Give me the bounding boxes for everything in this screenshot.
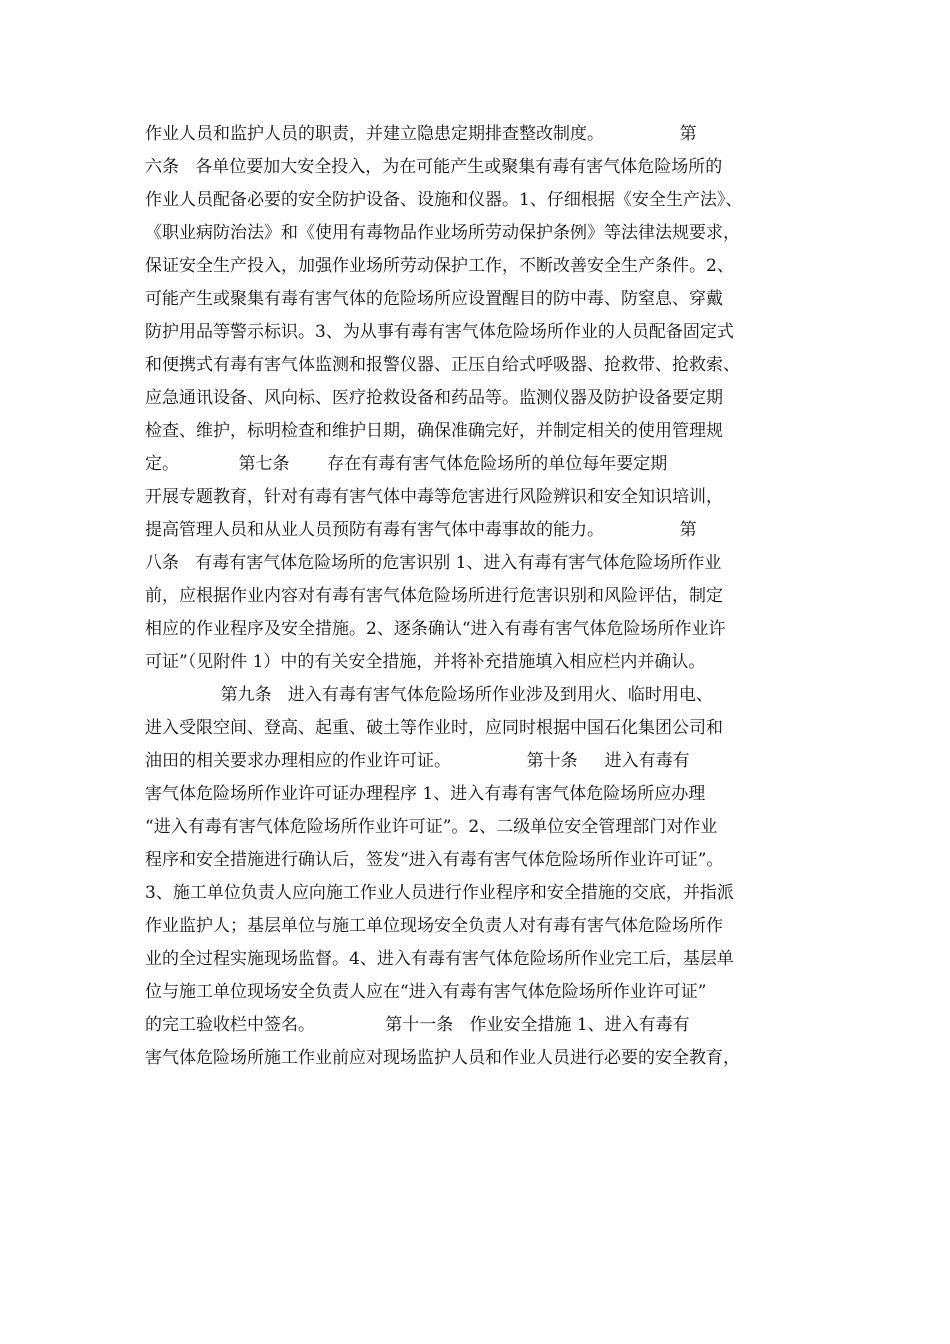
- text-line: 第九条 进入有毒有害气体危险场所作业涉及到用火、临时用电、: [145, 685, 713, 705]
- text-line: 检查、维护，标明检查和维护日期，确保准确完好，并制定相关的使用管理规: [145, 421, 723, 441]
- text-line: 和便携式有毒有害气体监测和报警仪器、正压自给式呼吸器、抢救带、抢救索、: [145, 355, 740, 375]
- text-line: 害气体危险场所施工作业前应对现场监护人员和作业人员进行必要的安全教育，: [145, 1048, 740, 1068]
- text-line: 程序和安全措施进行确认后，签发“进入有毒有害气体危险场所作业许可证”。: [145, 850, 724, 870]
- text-line: 定。 第七条 存在有毒有害气体危险场所的单位每年要定期: [145, 454, 668, 474]
- text-line: 作业人员配备必要的安全防护设备、设施和仪器。1、仔细根据《安全生产法》、: [145, 190, 743, 210]
- text-line: 前，应根据作业内容对有毒有害气体危险场所进行危害识别和风险评估，制定: [145, 586, 723, 606]
- text-line: 作业人员和监护人员的职责，并建立隐患定期排查整改制度。 第: [145, 124, 697, 144]
- text-line: 防护用品等警示标识。3、为从事有毒有害气体危险场所作业的人员配备固定式: [145, 322, 734, 342]
- text-line: 害气体危险场所作业许可证办理程序 1、进入有毒有害气体危险场所应办理: [145, 784, 706, 804]
- text-line: 油田的相关要求办理相应的作业许可证。 第十条 进入有毒有: [145, 751, 690, 771]
- text-line: 位与施工单位现场安全负责人应在“进入有毒有害气体危险场所作业许可证”: [145, 982, 707, 1002]
- text-line: 开展专题教育，针对有毒有害气体中毒等危害进行风险辨识和安全知识培训，: [145, 487, 723, 507]
- text-line: 《职业病防治法》和《使用有毒物品作业场所劳动保护条例》等法律法规要求，: [145, 223, 740, 243]
- text-line: 业的全过程实施现场监督。4、进入有毒有害气体危险场所作业完工后，基层单: [145, 949, 734, 969]
- text-line: 可能产生或聚集有毒有害气体的危险场所应设置醒目的防中毒、防窒息、穿戴: [145, 289, 723, 309]
- text-line: 作业监护人；基层单位与施工单位现场安全负责人对有毒有害气体危险场所作: [145, 916, 723, 936]
- text-line: 相应的作业程序及安全措施。2、逐条确认“进入有毒有害气体危险场所作业许: [145, 619, 726, 639]
- text-line: 六条 各单位要加大安全投入，为在可能产生或聚集有毒有害气体危险场所的: [145, 157, 723, 177]
- text-line: 可证”（见附件 1）中的有关安全措施，并将补充措施填入相应栏内并确认。: [145, 652, 706, 672]
- text-line: 应急通讯设备、风向标、医疗抢救设备和药品等。监测仪器及防护设备要定期: [145, 388, 723, 408]
- text-line: 进入受限空间、登高、起重、破土等作业时，应同时根据中国石化集团公司和: [145, 718, 723, 738]
- text-line: 3、施工单位负责人应向施工作业人员进行作业程序和安全措施的交底，并指派: [145, 883, 734, 903]
- text-line: 提高管理人员和从业人员预防有毒有害气体中毒事故的能力。 第: [145, 520, 697, 540]
- body-text: [145, 118, 825, 1075]
- text-line: 保证安全生产投入，加强作业场所劳动保护工作，不断改善安全生产条件。2、: [145, 256, 734, 276]
- text-line: “进入有毒有害气体危险场所作业许可证”。2、二级单位安全管理部门对作业: [145, 817, 718, 837]
- text-line: 的完工验收栏中签名。 第十一条 作业安全措施 1、进入有毒有: [145, 1015, 690, 1035]
- text-line: 八条 有毒有害气体危险场所的危害识别 1、进入有毒有害气体危险场所作业: [145, 553, 722, 573]
